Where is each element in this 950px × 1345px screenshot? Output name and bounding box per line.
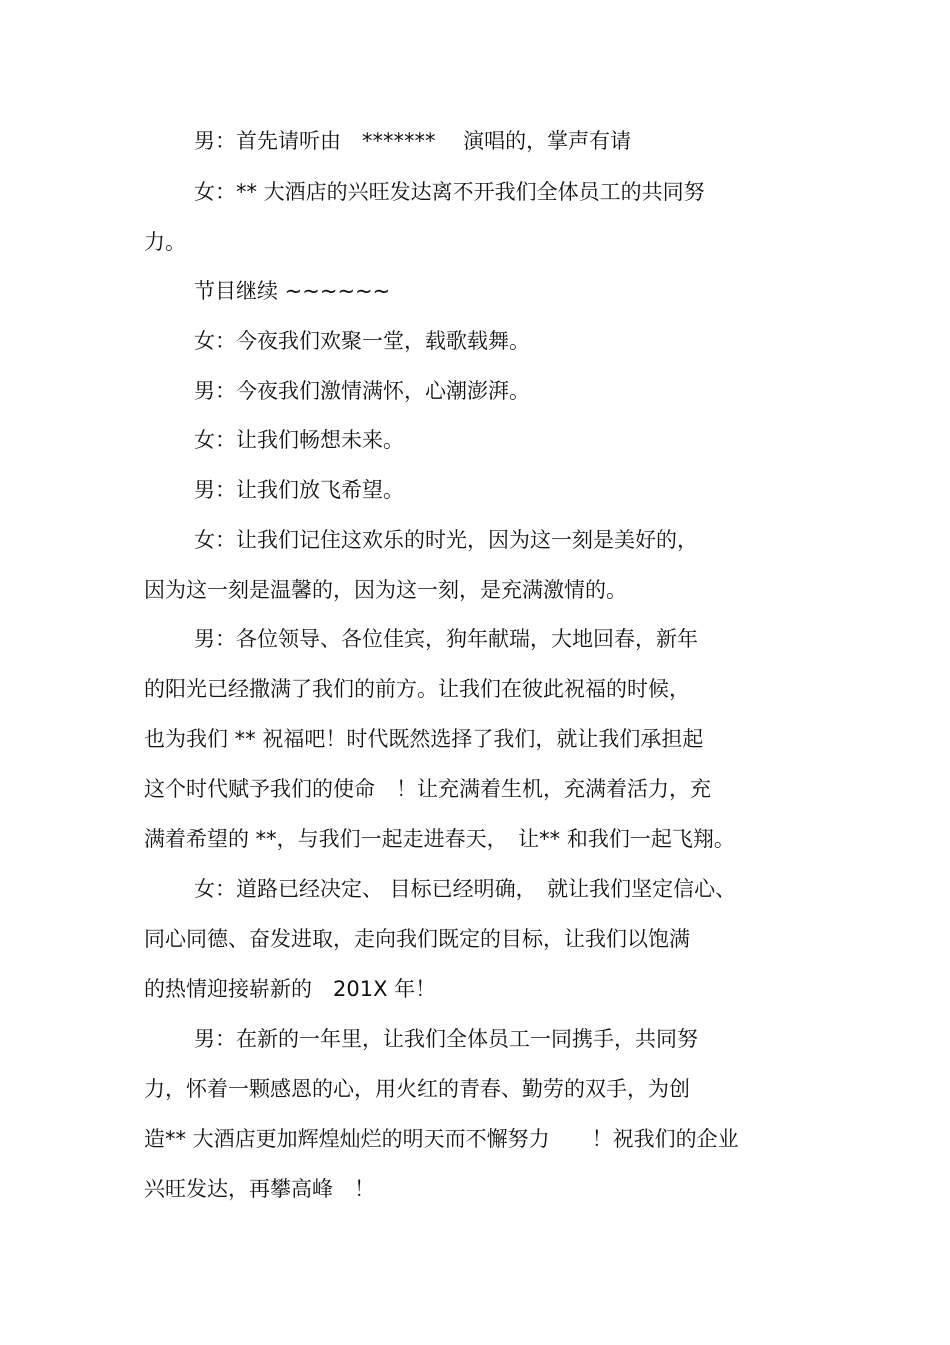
- text-line: 节目继续 ~~~~~~: [194, 279, 391, 303]
- text-line: 的热情迎接崭新的 201X 年！: [144, 977, 437, 1001]
- text-line: 因为这一刻是温馨的，因为这一刻，是充满激情的。: [144, 578, 627, 602]
- text-line: 男：首先请听由 ******* 演唱的，掌声有请: [194, 129, 632, 153]
- text-line: 女：让我们记住这欢乐的时光，因为这一刻是美好的，: [194, 528, 698, 552]
- text-line: 男：在新的一年里，让我们全体员工一同携手，共同努: [194, 1027, 698, 1051]
- text-line: 满着希望的 **，与我们一起走进春天， 让** 和我们一起飞翔。: [144, 827, 735, 851]
- text-line: 女：道路已经决定、 目标已经明确， 就让我们坚定信心、: [194, 877, 737, 901]
- text-line: 也为我们 ** 祝福吧！时代既然选择了我们，就让我们承担起: [144, 727, 704, 751]
- text-line: 同心同德、奋发进取，走向我们既定的目标，让我们以饱满: [144, 927, 690, 951]
- text-line: 兴旺发达，再攀高峰 ！: [144, 1177, 375, 1201]
- text-line: 这个时代赋予我们的使命 ！让充满着生机，充满着活力，充: [144, 777, 711, 801]
- text-line: 造** 大酒店更加辉煌灿烂的明天而不懈努力 ！祝我们的企业: [144, 1127, 739, 1151]
- text-line: 力。: [144, 230, 186, 254]
- text-line: 女：今夜我们欢聚一堂，载歌载舞。: [194, 329, 530, 353]
- text-line: 力，怀着一颗感恩的心，用火红的青春、勤劳的双手，为创: [144, 1077, 690, 1101]
- text-line: 女：** 大酒店的兴旺发达离不开我们全体员工的共同努: [194, 180, 705, 204]
- text-line: 男：让我们放飞希望。: [194, 478, 404, 502]
- text-line: 女：让我们畅想未来。: [194, 428, 404, 452]
- text-line: 男：各位领导、各位佳宾，狗年献瑞，大地回春，新年: [194, 627, 698, 651]
- text-line: 的阳光已经撒满了我们的前方。让我们在彼此祝福的时候，: [144, 677, 690, 701]
- text-line: 男：今夜我们激情满怀，心潮澎湃。: [194, 379, 530, 403]
